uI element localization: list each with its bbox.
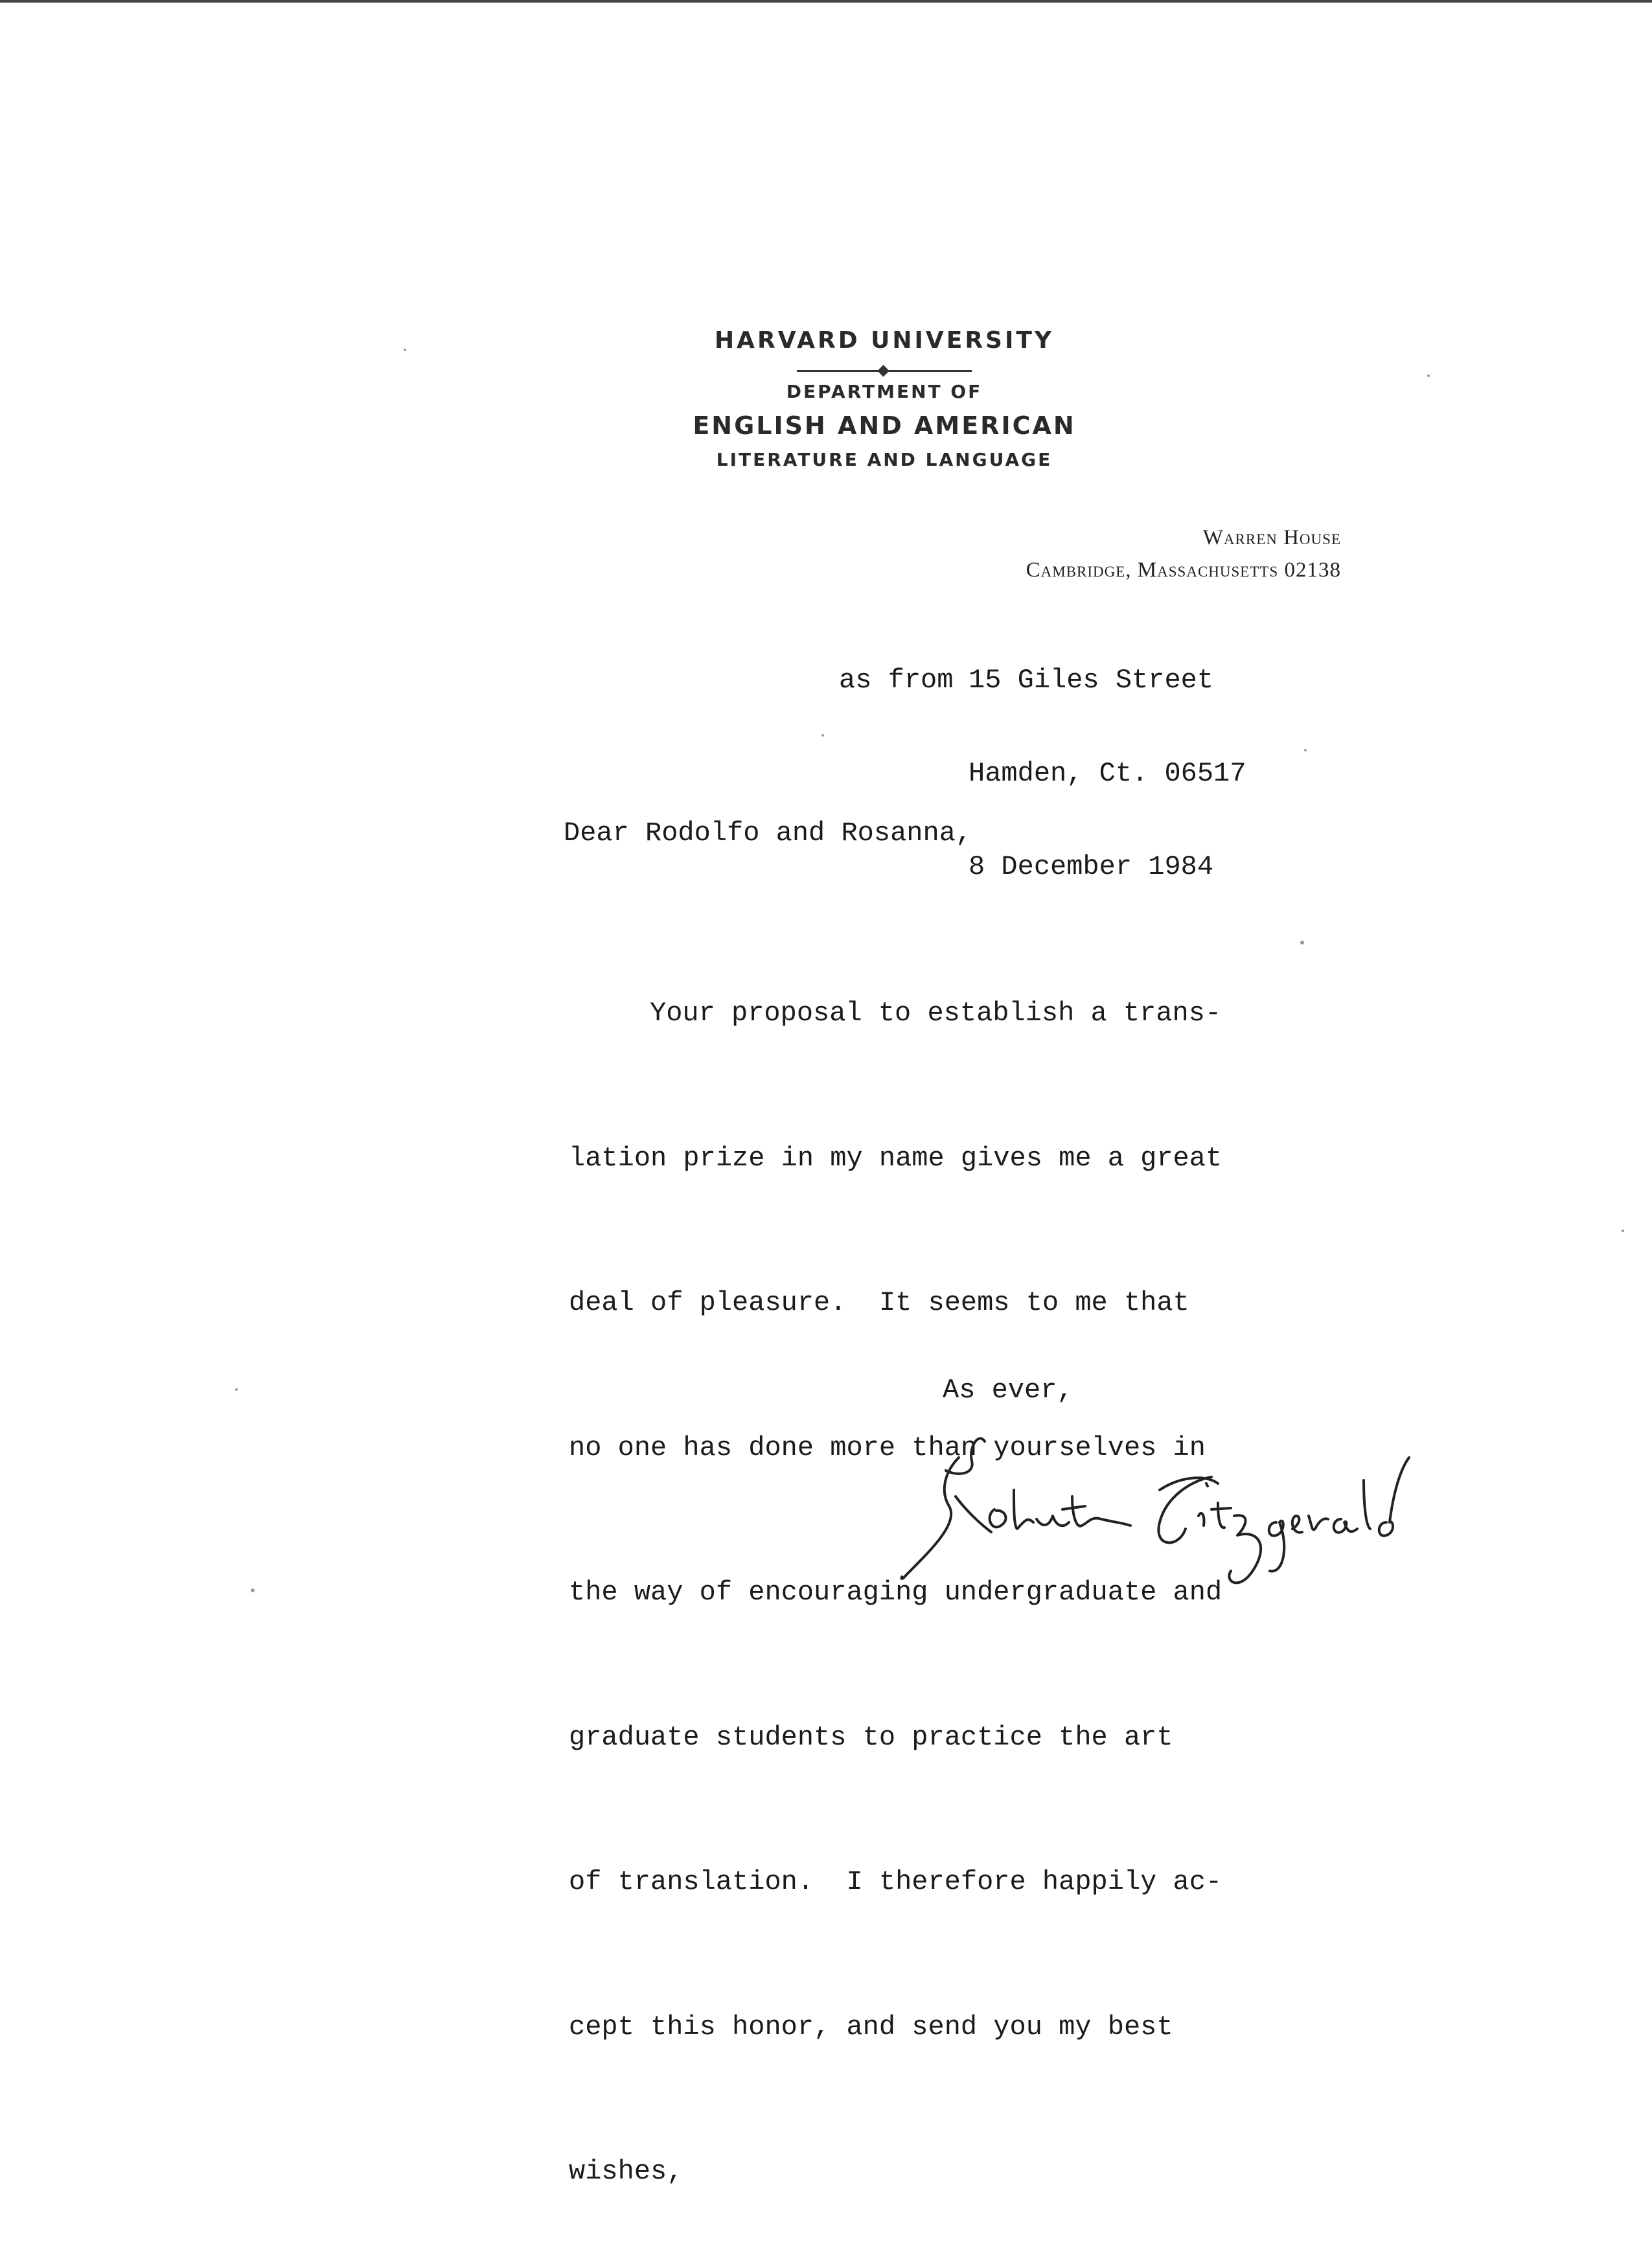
body-line: graduate students to practice the art xyxy=(569,1721,1173,1753)
letter-date: 8 December 1984 xyxy=(969,851,1214,882)
letterhead-department-of: DEPARTMENT OF xyxy=(786,381,983,402)
body-line: of translation. I therefore happily ac- xyxy=(569,1866,1222,1897)
from-city: Hamden, Ct. 06517 xyxy=(969,758,1246,789)
letterhead-university: HARVARD UNIVERSITY xyxy=(714,327,1054,354)
body-line: Your proposal to establish a trans- xyxy=(650,998,1222,1029)
body-line: the way of encouraging undergraduate and xyxy=(569,1577,1222,1608)
letterhead-department-sub: LITERATURE AND LANGUAGE xyxy=(716,449,1053,470)
body-line: no one has done more than yourselves in xyxy=(569,1432,1206,1463)
salutation: Dear Rodolfo and Rosanna, xyxy=(564,818,972,849)
letterhead-department-name: ENGLISH AND AMERICAN xyxy=(693,411,1076,440)
address-line-1: Warren House xyxy=(1202,526,1341,549)
closing: As ever, xyxy=(943,1375,1073,1406)
body-line: wishes, xyxy=(569,2156,683,2187)
address-line-2: Cambridge, Massachusetts 02138 xyxy=(1026,558,1341,582)
from-street: 15 Giles Street xyxy=(969,665,1214,696)
body-line: lation prize in my name gives me a great xyxy=(569,1142,1222,1174)
body-line: cept this honor, and send you my best xyxy=(569,2011,1173,2043)
from-prefix: as from xyxy=(839,665,970,696)
body-line: deal of pleasure. It seems to me that xyxy=(569,1287,1189,1318)
